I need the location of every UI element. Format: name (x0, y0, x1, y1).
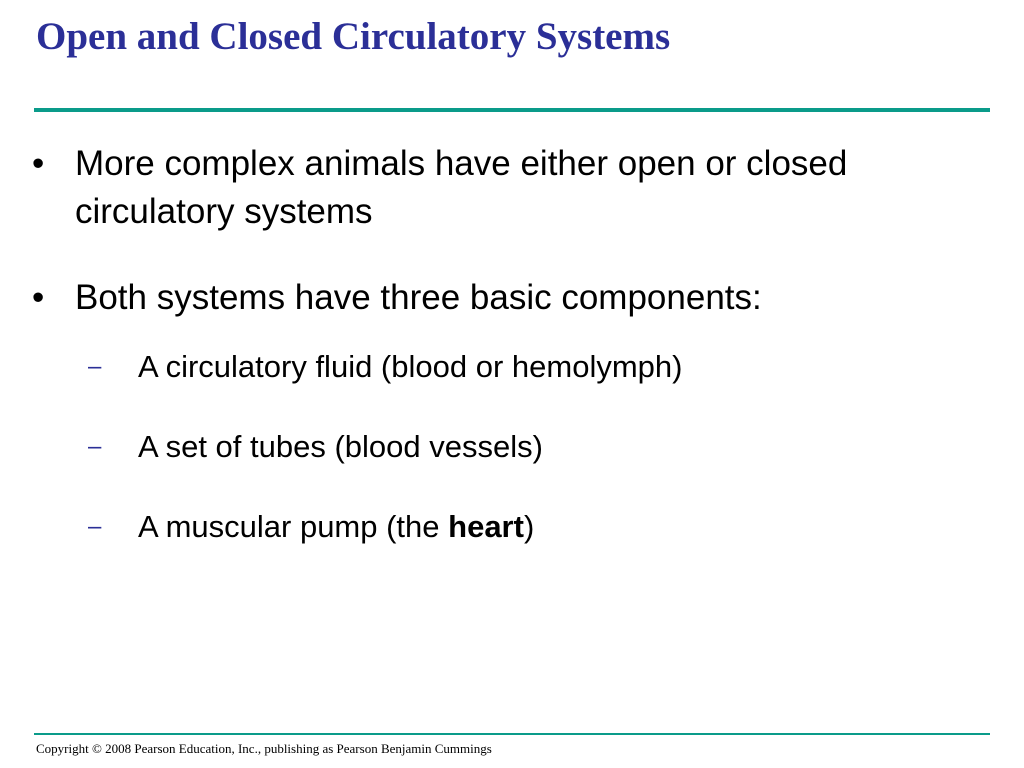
bullet-text: More complex animals have either open or closed circulatory systems (75, 144, 848, 231)
sub-bullet-text-bold: heart (448, 509, 524, 544)
sub-bullet-item (0, 346, 958, 388)
title-divider (34, 108, 990, 112)
bullet-marker: • (32, 278, 45, 317)
sub-bullet-text-suffix: ) (523, 509, 535, 544)
bullet-list (0, 140, 1024, 548)
sub-bullet-text: A circulatory fluid (blood or hemolymph) (138, 349, 683, 384)
sub-bullet-text: A set of tubes (blood vessels) (138, 429, 543, 464)
sub-bullet-text-prefix: A muscular pump (the (138, 509, 449, 544)
footer-divider (34, 733, 990, 735)
bullet-text: Both systems have three basic components: (75, 278, 762, 317)
slide-title: Open and Closed Circulatory Systems (36, 15, 671, 58)
bullet-item (0, 140, 955, 236)
sub-bullet-item (0, 506, 958, 548)
dash-marker: – (88, 353, 102, 380)
bullet-item (0, 274, 955, 322)
bullet-marker: • (32, 144, 45, 183)
dash-marker: – (88, 433, 102, 460)
copyright-footer: Copyright © 2008 Pearson Education, Inc., publishing as Pearson Benjamin Cummings (36, 741, 492, 756)
sub-bullet-item (0, 426, 958, 468)
dash-marker: – (88, 513, 102, 540)
